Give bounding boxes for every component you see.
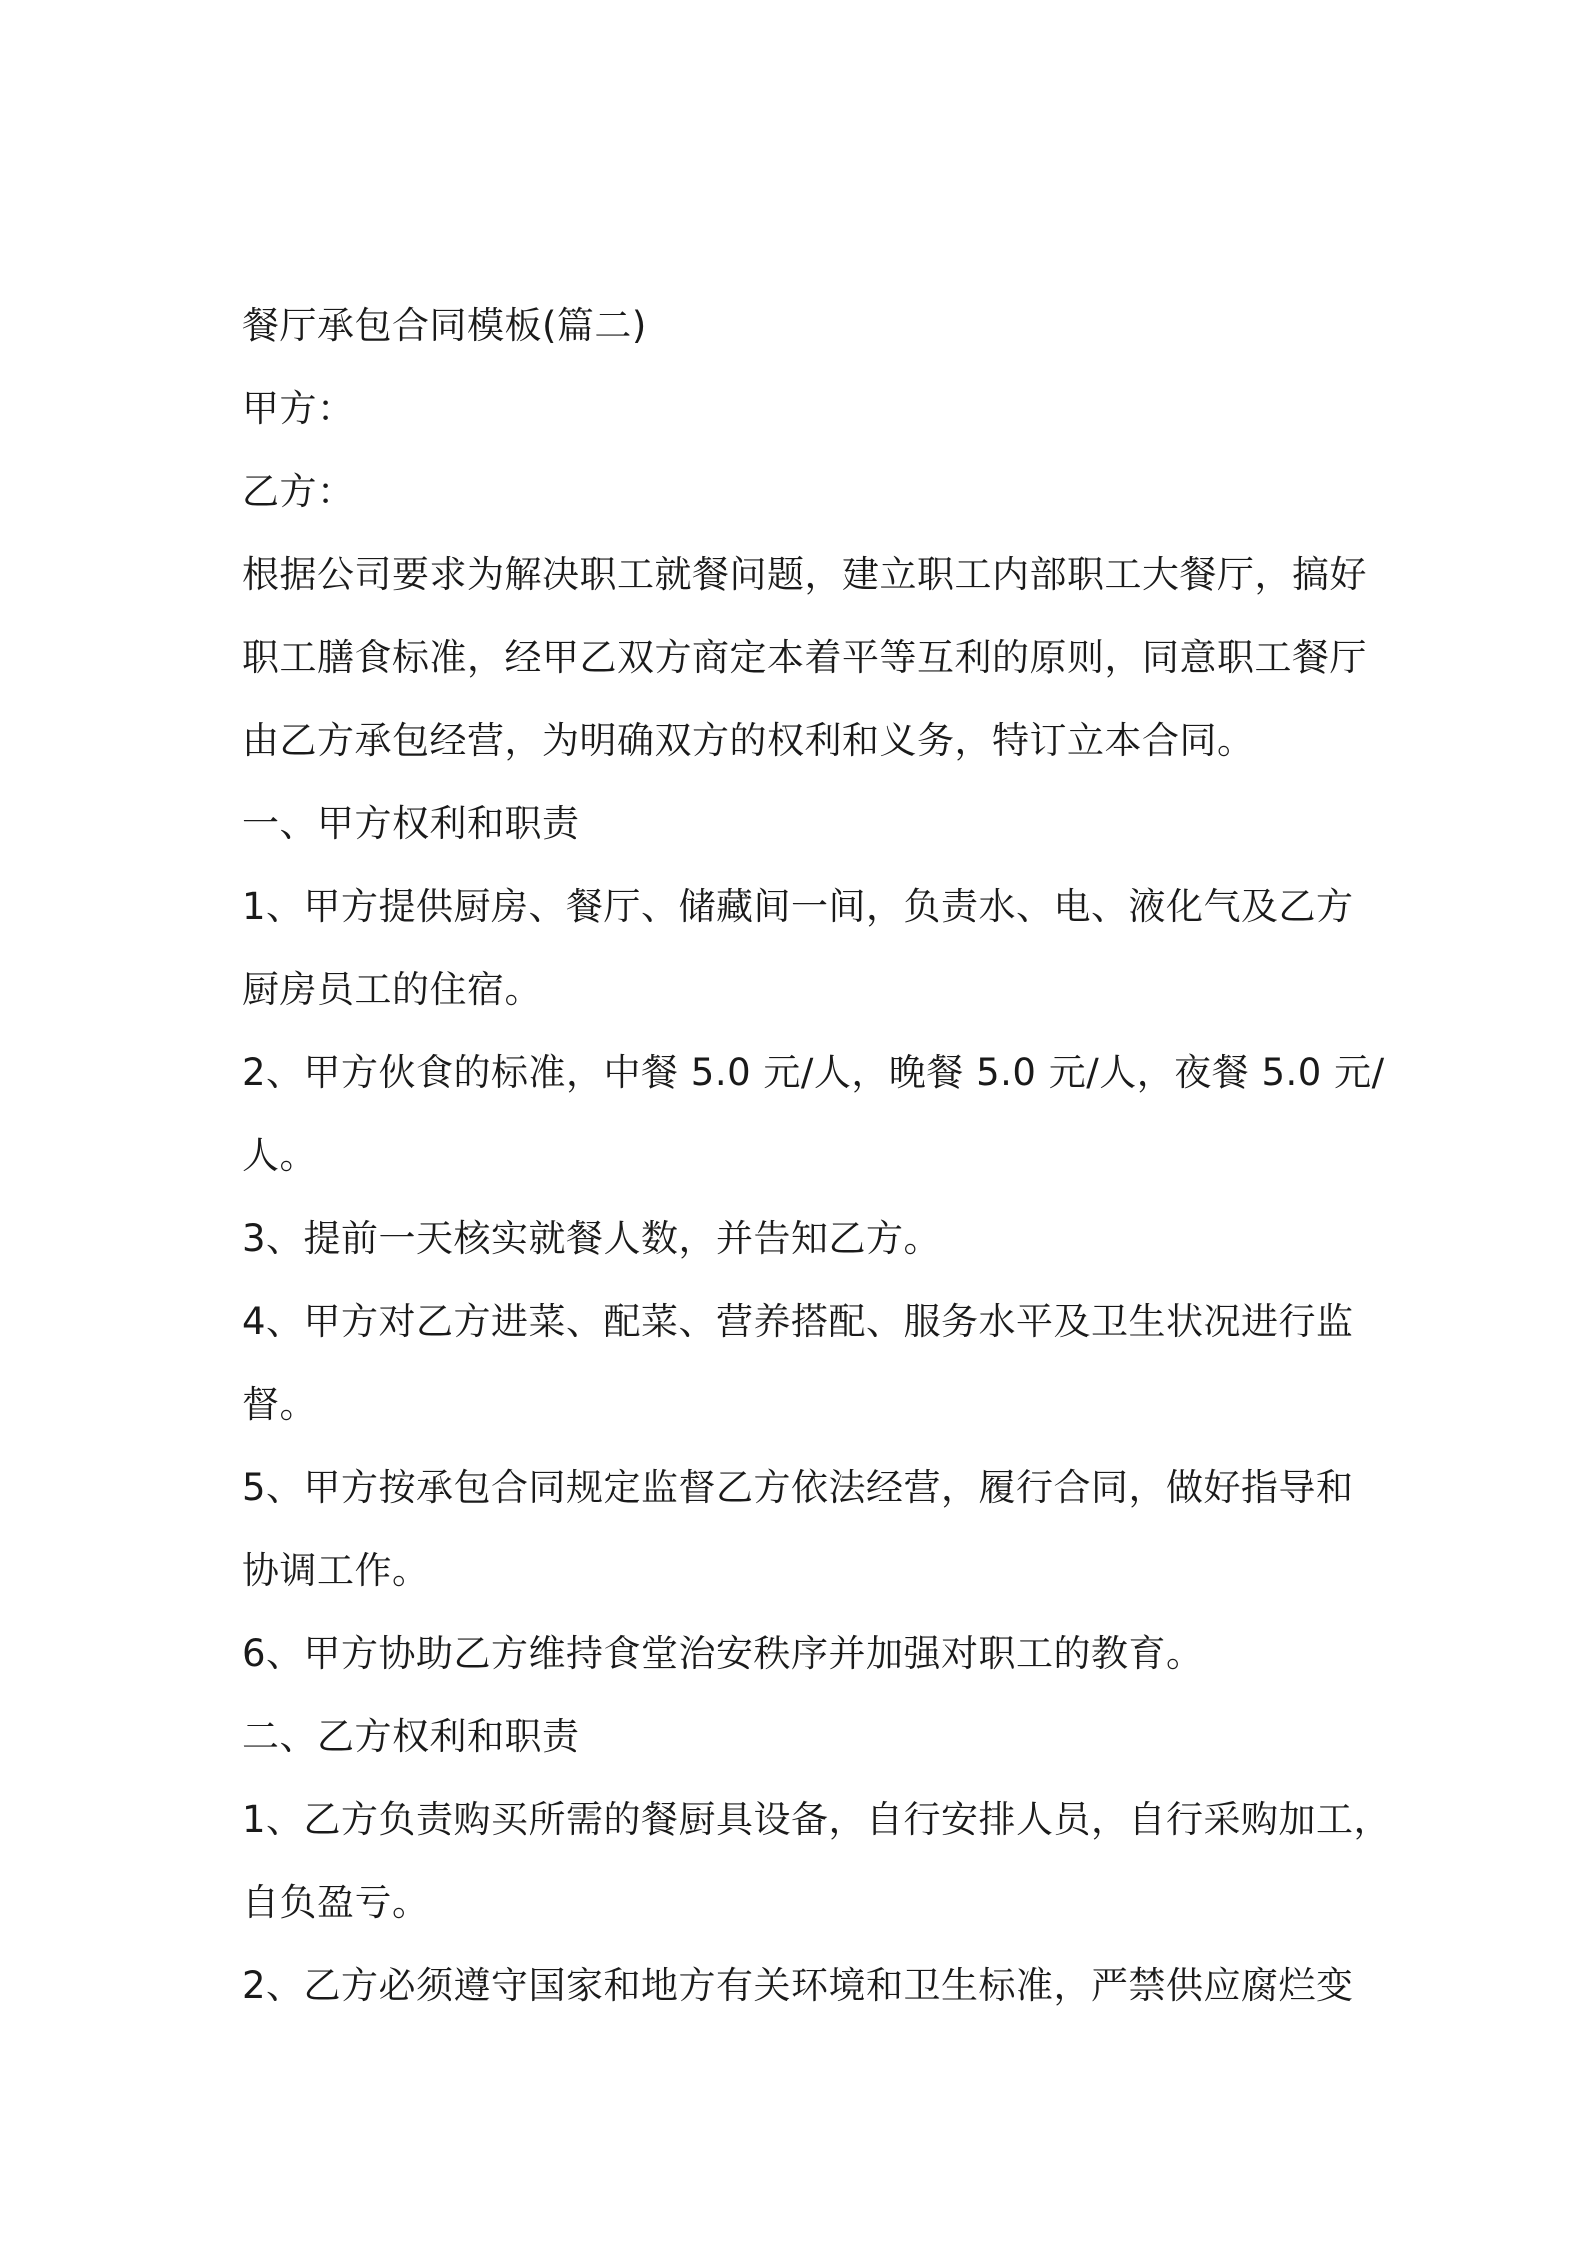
intro-line: 职工膳食标准，经甲乙双方商定本着平等互利的原则，同意职工餐厅 xyxy=(242,636,1367,679)
clause-a1-line: 厨房员工的住宿。 xyxy=(242,968,542,1011)
intro-line: 由乙方承包经营，为明确双方的权利和义务，特订立本合同。 xyxy=(242,719,1255,762)
clause-a1-line: 1、甲方提供厨房、餐厅、储藏间一间，负责水、电、液化气及乙方 xyxy=(242,885,1354,928)
clause-a4-line: 4、甲方对乙方进菜、配菜、营养搭配、服务水平及卫生状况进行监 xyxy=(242,1300,1354,1343)
document-body xyxy=(242,284,1392,2027)
clause-a2-line: 2、甲方伙食的标准，中餐 5.0 元/人，晚餐 5.0 元/人，夜餐 5.0 元/ xyxy=(242,1051,1385,1094)
clause-b2-line: 2、乙方必须遵守国家和地方有关环境和卫生标准，严禁供应腐烂变 xyxy=(242,1964,1354,2007)
party-a-label: 甲方： xyxy=(242,387,355,430)
clause-a4-line: 督。 xyxy=(242,1383,317,1426)
clause-a2-line: 人。 xyxy=(242,1134,317,1177)
clause-b1-line: 1、乙方负责购买所需的餐厨具设备，自行安排人员，自行采购加工， xyxy=(242,1798,1392,1841)
section-heading-party-b: 二、乙方权利和职责 xyxy=(242,1715,580,1758)
clause-a5-line: 5、甲方按承包合同规定监督乙方依法经营，履行合同，做好指导和 xyxy=(242,1466,1354,1509)
party-b-label: 乙方： xyxy=(242,470,355,513)
clause-a3-line: 3、提前一天核实就餐人数，并告知乙方。 xyxy=(242,1217,942,1260)
intro-line: 根据公司要求为解决职工就餐问题，建立职工内部职工大餐厅，搞好 xyxy=(242,553,1367,596)
section-heading-party-a: 一、甲方权利和职责 xyxy=(242,802,580,845)
clause-a6-line: 6、甲方协助乙方维持食堂治安秩序并加强对职工的教育。 xyxy=(242,1632,1204,1675)
clause-a5-line: 协调工作。 xyxy=(242,1549,430,1592)
clause-b1-line: 自负盈亏。 xyxy=(242,1881,430,1924)
document-title: 餐厅承包合同模板(篇二) xyxy=(242,304,647,347)
